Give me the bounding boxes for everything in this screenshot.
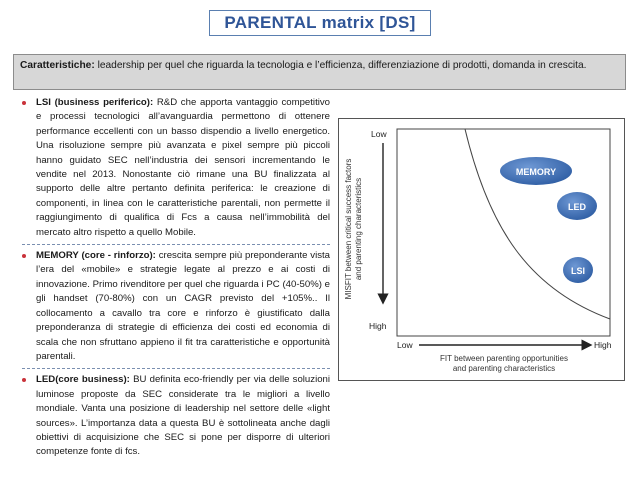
list-item-lsi — [22, 96, 330, 240]
y-high-label: High — [369, 321, 387, 331]
item-label: LED(core business): — [36, 374, 130, 386]
bullet-icon — [22, 378, 26, 382]
page-title: PARENTAL matrix [DS] — [209, 10, 431, 36]
bullet-icon — [22, 101, 26, 105]
bubble-lsi — [563, 257, 593, 283]
list-item-memory — [22, 249, 330, 364]
item-text: crescita sempre più preponderante vista l’era del «mobile» e strategie legate al prezzo e ai costi di innovazione. Primo rivenditore per quel che riguarda i PC (40-50%) e gli handset (70-80%) con un CAGR previsto del +105%.. Il collocamento a cavallo tra core e rinforzo è giustificato dalla preponderanza di strategie di efficienza dei costi ed economia di scala che non sfruttano appieno il fit tra caratteristiche e opportunità parentali. — [36, 250, 330, 362]
divider — [22, 368, 330, 369]
list-item-led — [22, 373, 330, 459]
bubble-led — [557, 192, 597, 220]
divider — [22, 244, 330, 245]
bubble-label: MEMORY — [515, 167, 557, 177]
bullet-icon — [22, 254, 26, 258]
item-text: BU definita eco-friendly per via delle soluzioni luminose proposte da SEC considerate tra le migliori a livello mondiale. Vanta una posizione di leadership nel settore delle «light sources». L’importanza data a questa BU è sottolineata anche dagli obiettivi di acquisizione che SEC si pone per disporre di ulteriori competenze fonte di fcs. — [36, 374, 330, 458]
x-low-label: Low — [397, 340, 413, 350]
parenting-matrix-diagram — [338, 118, 625, 381]
item-label: MEMORY (core - rinforzo): — [36, 250, 156, 262]
y-low-label: Low — [371, 129, 387, 139]
plot-area — [397, 129, 610, 336]
item-text: R&D che apporta vantaggio competitivo e processi tecnologici all’avanguardia permettono di ottenere performance eccellenti con un basso dispendio a livello energetico. Una risoluzione sempre più avanzata e pixel sempre più piccoli hanno guidato SEC nell’industria dei sensori incrementando le vendite nel 2013. Nonostante ciò rimane una BU finalizzata al supporto delle altre pertanto definita periferica: le creazione di componenti, in linea con le caratteristiche parentali, non permette il raggiungimento di qualifica di Fcs a causa nell’immobilità del mercato altro rispetto a quello Mobile. — [36, 97, 330, 238]
matrix-svg — [339, 119, 624, 380]
banner-label: Caratteristiche: — [20, 60, 95, 71]
item-label: LSI (business periferico): — [36, 97, 154, 108]
characteristics-banner — [13, 54, 626, 90]
x-axis-title-1: FIT between parenting opportunities — [440, 354, 568, 363]
y-axis-title-1: MISFIT between critical success factors — [344, 158, 353, 300]
bullet-list — [22, 96, 330, 460]
x-axis-title-2: and parenting characteristics — [452, 364, 556, 373]
bubble-label: LSI — [570, 266, 586, 276]
bubble-memory — [500, 157, 572, 185]
x-high-label: High — [594, 340, 612, 350]
y-axis-title-2: and parenting characteristics — [354, 177, 363, 281]
bubble-label: LED — [568, 202, 586, 212]
banner-text: leadership per quel che riguarda la tecnologia e l’efficienza, differenziazione di prodotti, domanda in crescita. — [94, 60, 587, 71]
